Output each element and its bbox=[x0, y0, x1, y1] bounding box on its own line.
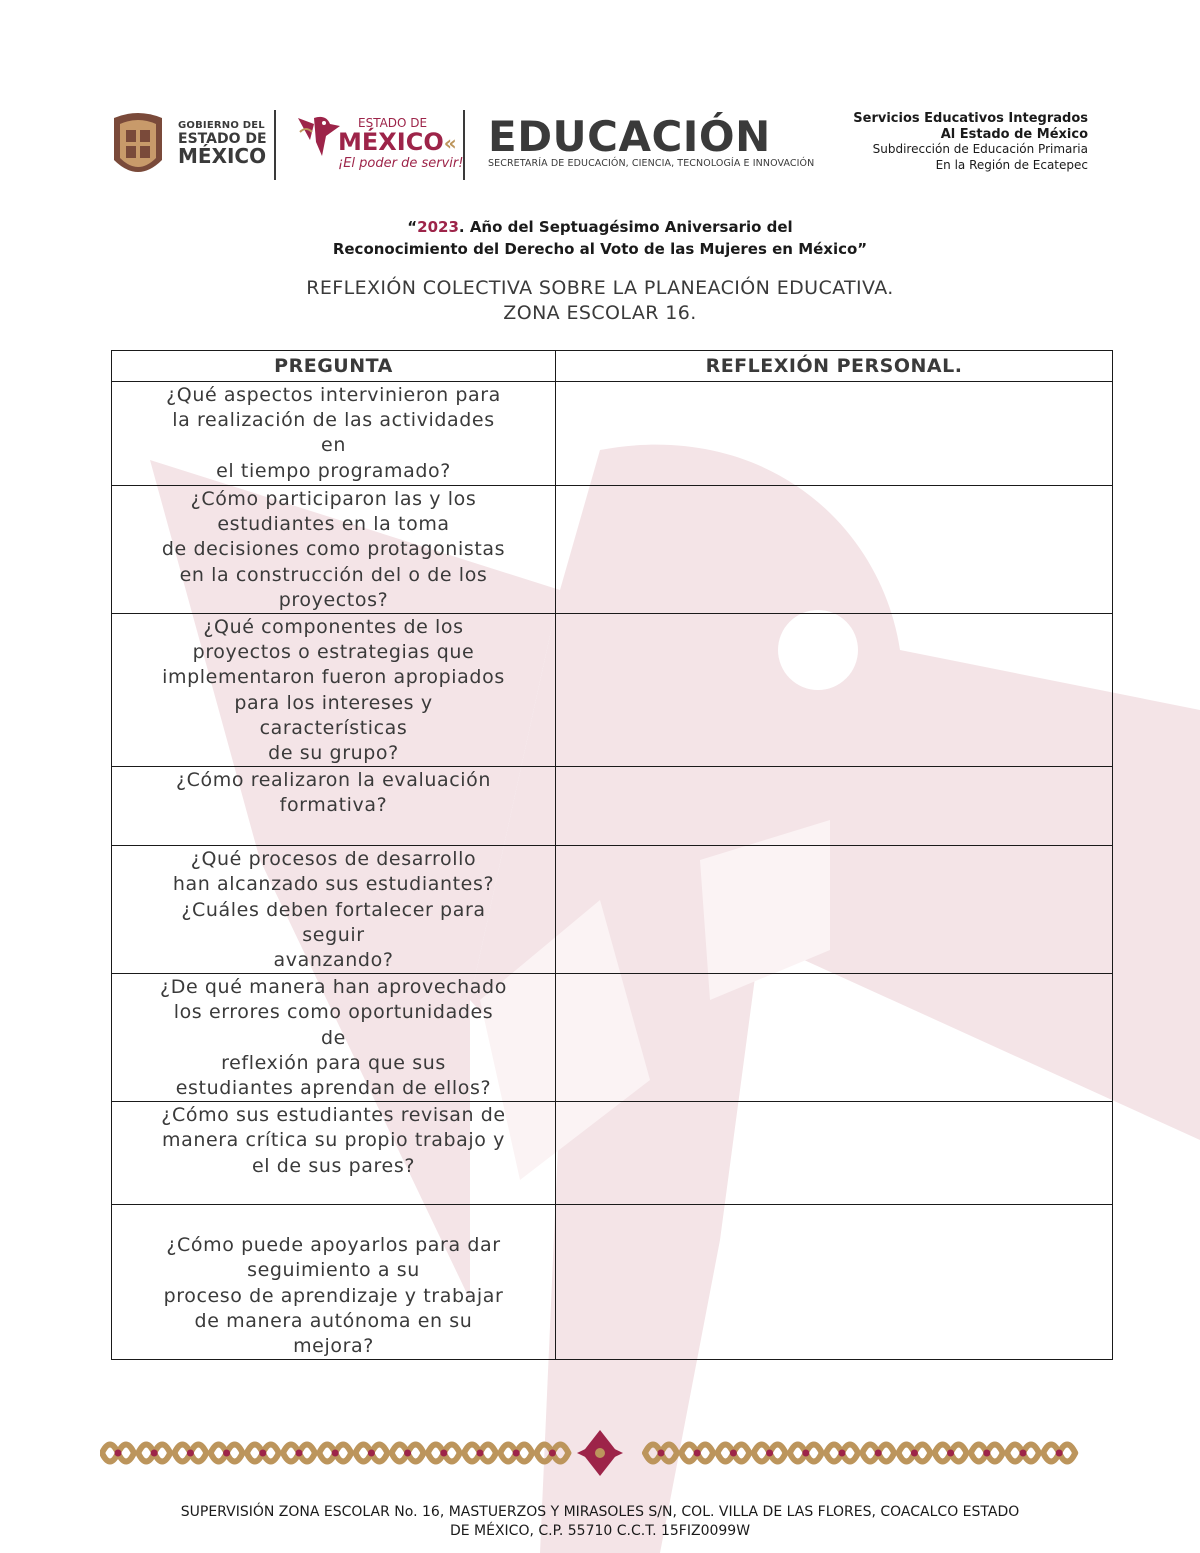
divider bbox=[274, 110, 276, 180]
table-row bbox=[112, 1205, 1113, 1360]
chevrons-icon: « bbox=[443, 131, 457, 155]
answer-cell[interactable] bbox=[556, 1102, 1113, 1205]
gobierno-line1: GOBIERNO DEL bbox=[178, 120, 265, 131]
educacion-title: EDUCACIÓN bbox=[488, 112, 771, 161]
table-row bbox=[112, 1102, 1113, 1205]
estado-mexico: MÉXICO bbox=[338, 128, 444, 156]
question-cell: ¿Qué procesos de desarrollo han alcanzado sus estudiantes? ¿Cuáles deben fortalecer para seguir avanzando? bbox=[172, 848, 495, 972]
reflection-table bbox=[111, 350, 1113, 1360]
motto-year: 2023 bbox=[417, 218, 459, 236]
answer-cell[interactable] bbox=[556, 382, 1113, 486]
answer-cell[interactable] bbox=[556, 1205, 1113, 1360]
coat-of-arms-icon bbox=[108, 110, 168, 182]
question-cell: ¿Cómo realizaron la evaluación formativa? bbox=[175, 769, 492, 817]
question-cell: ¿Cómo participaron las y los estudiantes en la toma de decisiones como protagonistas en la construcción del o de los proyectos? bbox=[161, 488, 506, 611]
table-header-row bbox=[112, 351, 1113, 382]
question-cell: ¿Cómo sus estudiantes revisan de manera crítica su propio trabajo y el de sus pares? bbox=[161, 1104, 506, 1177]
header-reflexion: REFLEXIÓN PERSONAL. bbox=[556, 351, 1113, 382]
answer-cell[interactable] bbox=[556, 974, 1113, 1102]
gobierno-line3: MÉXICO bbox=[178, 144, 267, 169]
question-cell: ¿Qué aspectos intervinieron para la realización de las actividades en el tiempo programado? bbox=[166, 384, 501, 482]
info-line1: Servicios Educativos Integrados bbox=[853, 111, 1088, 126]
footer-line1: SUPERVISIÓN ZONA ESCOLAR No. 16, MASTUERZOS Y MIRASOLES S/N, COL. VILLA DE LAS FLORES, COACALCO ESTADO bbox=[180, 1504, 1020, 1520]
document-title: REFLEXIÓN COLECTIVA SOBRE LA PLANEACIÓN EDUCATIVA. bbox=[306, 277, 894, 299]
question-cell: ¿De qué manera han aprovechado los errores como oportunidades de reflexión para que sus estudiantes aprendan de ellos? bbox=[160, 976, 507, 1100]
table-row bbox=[112, 486, 1113, 614]
gobierno-logo-text bbox=[178, 121, 267, 167]
info-line2: Al Estado de México bbox=[940, 126, 1088, 142]
estado-slogan: ¡El poder de servir! bbox=[338, 156, 464, 171]
motto-line1-text: . Año del Septuagésimo Aniversario del bbox=[458, 218, 793, 236]
answer-cell[interactable] bbox=[556, 486, 1113, 614]
educacion-subtitle: SECRETARÍA DE EDUCACIÓN, CIENCIA, TECNOLOGÍA E INNOVACIÓN bbox=[488, 158, 815, 169]
table-row bbox=[112, 382, 1113, 486]
divider bbox=[463, 110, 465, 180]
table-row bbox=[112, 614, 1113, 767]
motto-line1 bbox=[0, 218, 1200, 236]
header-pregunta: PREGUNTA bbox=[112, 351, 556, 382]
motto-line2: Reconocimiento del Derecho al Voto de las Mujeres en México” bbox=[332, 240, 868, 258]
info-line3: Subdirección de Educación Primaria bbox=[872, 142, 1088, 156]
estado-line1: ESTADO DE bbox=[358, 116, 428, 130]
document-subtitle: ZONA ESCOLAR 16. bbox=[503, 302, 697, 324]
answer-cell[interactable] bbox=[556, 846, 1113, 974]
estado-logo-text bbox=[330, 116, 463, 171]
table-row bbox=[112, 846, 1113, 974]
question-cell: ¿Cómo puede apoyarlos para dar seguimiento a su proceso de aprendizaje y trabajar de manera autónoma en su mejora? bbox=[163, 1234, 504, 1358]
answer-cell[interactable] bbox=[556, 767, 1113, 846]
answer-cell[interactable] bbox=[556, 614, 1113, 767]
question-cell: ¿Qué componentes de los proyectos o estrategias que implementaron fueron apropiados para los intereses y características de su grupo? bbox=[162, 616, 505, 765]
open-quote: “ bbox=[407, 218, 418, 236]
table-row bbox=[112, 767, 1113, 846]
table-row bbox=[112, 974, 1113, 1102]
estado-line2 bbox=[338, 130, 463, 154]
info-line4: En la Región de Ecatepec bbox=[935, 157, 1088, 172]
institution-info bbox=[853, 111, 1088, 173]
gobierno-line2: ESTADO DE bbox=[178, 130, 267, 147]
footer-line2: DE MÉXICO, C.P. 55710 C.C.T. 15FIZ0099W bbox=[449, 1523, 751, 1539]
ornamental-border-icon bbox=[100, 1430, 1100, 1476]
